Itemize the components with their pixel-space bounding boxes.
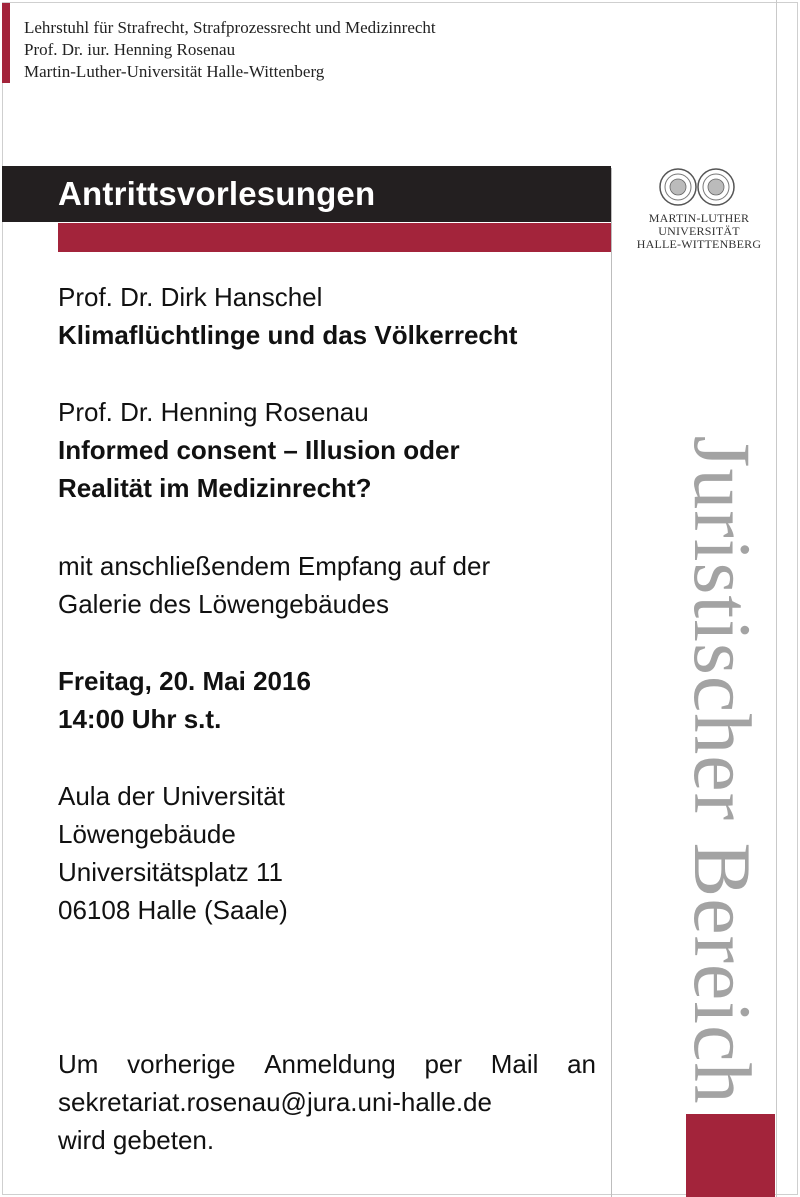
- reception-line-2: Galerie des Löwengebäudes: [58, 589, 390, 619]
- registration-word: per: [424, 1049, 463, 1079]
- registration-email[interactable]: sekretariat.rosenau@jura.uni-halle.de: [58, 1087, 492, 1117]
- chair-header: [24, 17, 436, 83]
- registration-word: Um: [58, 1049, 99, 1079]
- university-logo-text: [625, 212, 773, 251]
- registration-word: Mail: [490, 1049, 539, 1079]
- venue-address: [58, 777, 598, 929]
- lecture-2: [58, 393, 598, 507]
- page-title: Antrittsvorlesungen: [58, 175, 376, 212]
- lecture-2-topic-line-1: Informed consent – Illusion oder: [58, 435, 460, 465]
- corner-accent-box: [686, 1114, 775, 1197]
- event-date: [58, 662, 598, 738]
- registration-note: [58, 1045, 598, 1159]
- logo-line-3: HALLE-WITTENBERG: [636, 237, 762, 251]
- registration-line-1: [58, 1045, 596, 1083]
- registration-word: vorherige: [127, 1049, 236, 1079]
- lecture-1-topic: Klimaflüchtlinge und das Völkerrecht: [58, 320, 518, 350]
- chair-professor: Prof. Dr. iur. Henning Rosenau: [24, 40, 236, 59]
- side-title: Juristischer Bereich: [677, 435, 768, 1105]
- event-day: Freitag, 20. Mai 2016: [58, 666, 311, 696]
- university-seal-icon: [658, 165, 738, 209]
- chair-university: Martin-Luther-Universität Halle-Wittenberg: [24, 62, 325, 81]
- lecture-1-speaker: Prof. Dr. Dirk Hanschel: [58, 282, 323, 312]
- header-accent-bar: [2, 3, 10, 83]
- page-edge-line: [776, 0, 777, 1197]
- registration-word: an: [567, 1049, 596, 1079]
- venue-line-2: Löwengebäude: [58, 819, 236, 849]
- column-divider: [611, 168, 612, 1197]
- chair-name: Lehrstuhl für Strafrecht, Strafprozessrecht und Medizinrecht: [24, 18, 436, 37]
- title-accent-bar: [58, 223, 611, 252]
- lecture-2-speaker: Prof. Dr. Henning Rosenau: [58, 397, 369, 427]
- lecture-1: [58, 278, 598, 354]
- reception-line-1: mit anschließendem Empfang auf der: [58, 551, 491, 581]
- reception-note: [58, 547, 598, 623]
- venue-line-1: Aula der Universität: [58, 781, 285, 811]
- registration-line-3: wird gebeten.: [58, 1125, 215, 1155]
- venue-line-3: Universitätsplatz 11: [58, 857, 283, 887]
- registration-word: Anmeldung: [264, 1049, 396, 1079]
- lecture-2-topic-line-2: Realität im Medizinrecht?: [58, 473, 372, 503]
- logo-line-1: MARTIN-LUTHER: [648, 211, 750, 225]
- logo-line-2: UNIVERSITÄT: [658, 224, 740, 238]
- venue-line-4: 06108 Halle (Saale): [58, 895, 288, 925]
- event-time: 14:00 Uhr s.t.: [58, 704, 222, 734]
